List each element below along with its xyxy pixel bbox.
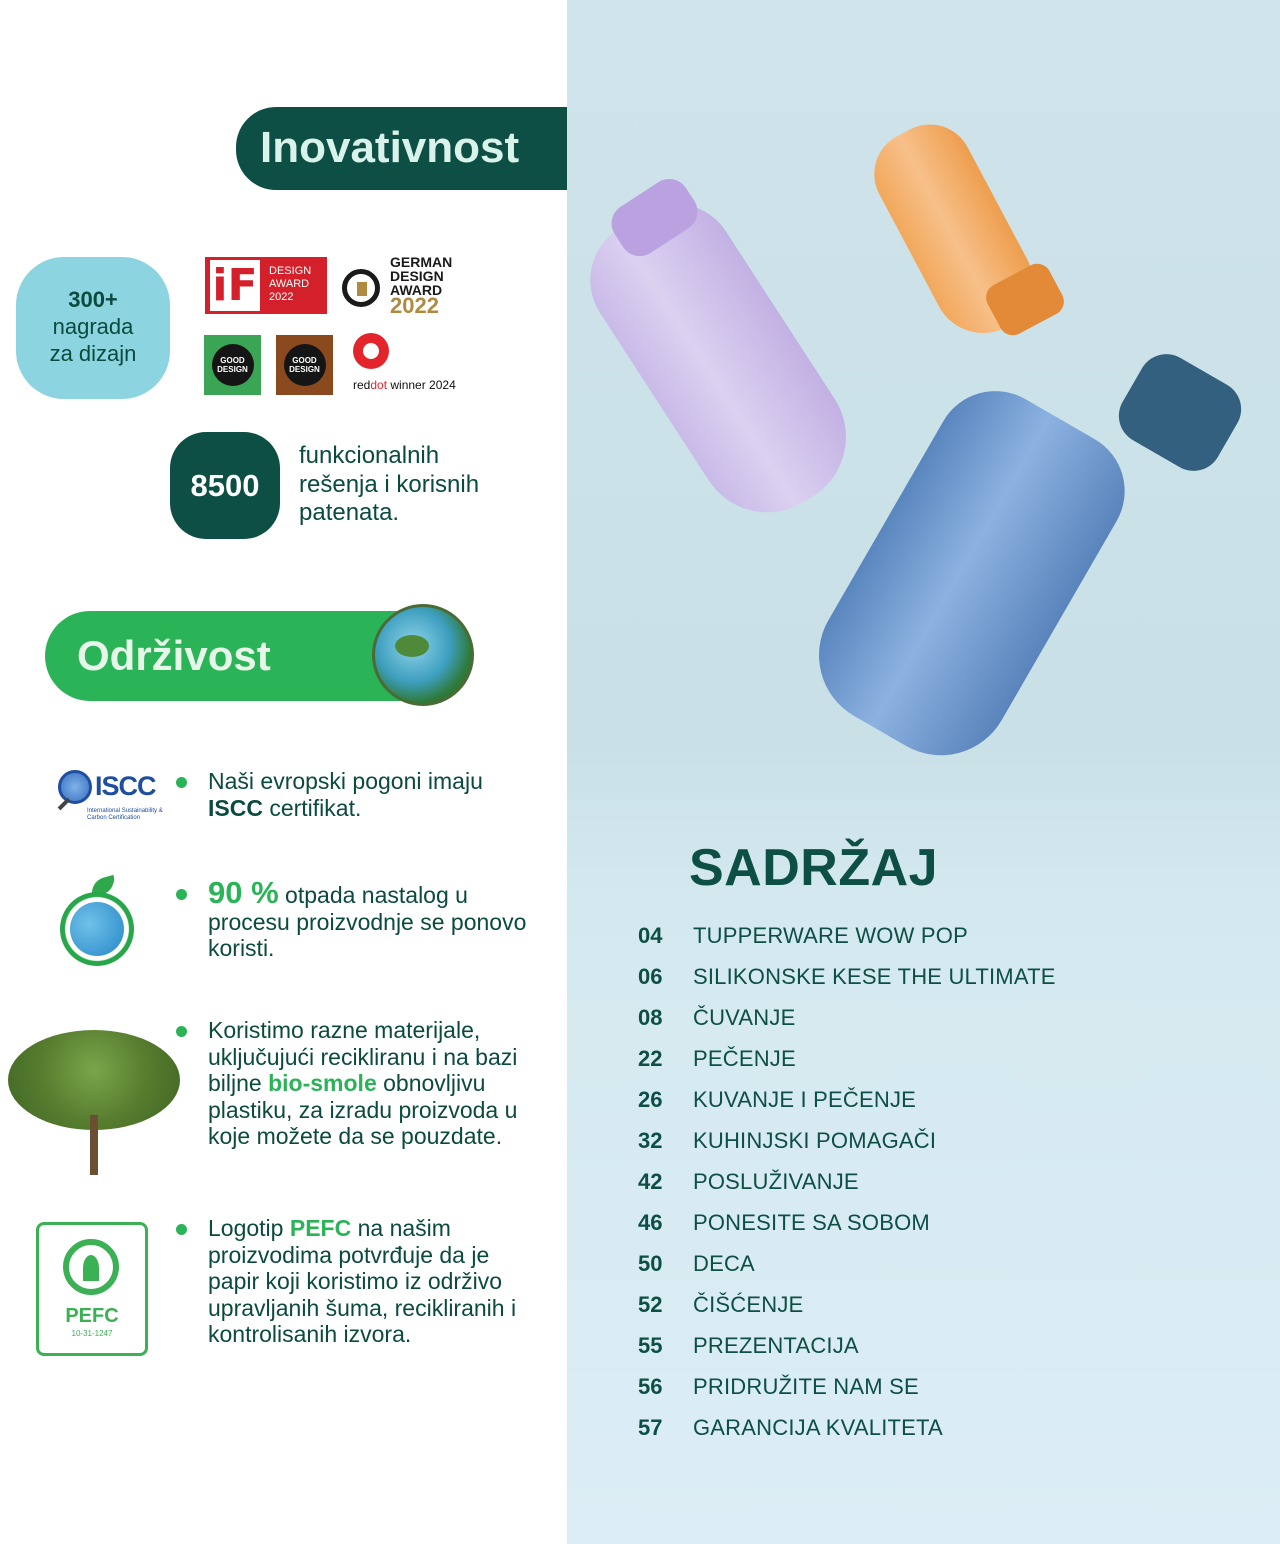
- toc-entry[interactable]: 32 KUHINJSKI POMAGAČI: [638, 1127, 937, 1153]
- awards-number: 300+: [68, 287, 118, 312]
- toc-entry[interactable]: 50 DECA: [638, 1250, 755, 1276]
- tree-icon: [8, 1030, 180, 1180]
- toc-entry[interactable]: 52 ČIŠĆENJE: [638, 1291, 804, 1317]
- reddot-winner-text: reddot winner 2024: [353, 378, 456, 392]
- pefc-code: 10-31-1247: [71, 1329, 113, 1338]
- patents-text: funkcionalnih rešenja i korisnih patenata.: [299, 442, 480, 526]
- innovation-title: Inovativnost: [260, 123, 520, 172]
- gda-emblem-icon: [342, 269, 380, 307]
- sustainability-item-materials: Koristimo razne materijale, uključujući recikliranu i na bazi biljne bio-smole obnovljivu plastiku, za izradu proizvoda u koje možete da se pouzdate.: [176, 1017, 536, 1150]
- pefc-tree-icon: [63, 1239, 119, 1295]
- earth-globe-icon: [372, 604, 474, 706]
- good-design-logo-brown: GOOD DESIGN: [276, 335, 333, 395]
- bullet-dot: [176, 777, 187, 788]
- toc-entry[interactable]: 04 TUPPERWARE WOW POP: [638, 922, 968, 948]
- if-award-text: DESIGN AWARD 2022: [269, 265, 312, 303]
- pefc-word: PEFC: [65, 1305, 119, 1327]
- sustainability-item-pefc: Logotip PEFC na našim proizvodima potvrđuje da je papir koji koristimo iz održivo upravljanih šuma, recikliranih i kontrolisanih izvora.: [176, 1215, 536, 1348]
- toc-entry[interactable]: 46 PONESITE SA SOBOM: [638, 1209, 930, 1235]
- if-design-award-logo: [205, 257, 327, 314]
- bullet-dot: [176, 889, 187, 900]
- patents-number: 8500: [190, 467, 260, 503]
- pefc-logo: [36, 1222, 148, 1356]
- innovation-header: [236, 107, 567, 190]
- toc-entry[interactable]: 06 SILIKONSKE KESE THE ULTIMATE: [638, 963, 1056, 989]
- iscc-subtitle: International Sustainability & Carbon Certification: [87, 808, 163, 821]
- recycle-globe-icon: [56, 878, 136, 966]
- awards-text-line2: za dizajn: [49, 341, 137, 366]
- german-design-award-logo: [340, 255, 460, 317]
- awards-badge: [16, 257, 170, 399]
- toc-entry[interactable]: 55 PREZENTACIJA: [638, 1332, 859, 1358]
- iscc-logo: [55, 768, 163, 822]
- good-design-logo-green: GOOD DESIGN: [204, 335, 261, 395]
- sustainability-item-iscc: Naši evropski pogoni imaju ISCC certifikat.: [176, 768, 536, 821]
- reddot-icon: [353, 333, 389, 369]
- iscc-word: ISCC: [95, 771, 156, 801]
- patents-badge: [170, 432, 280, 539]
- sustainability-item-waste: 90 % otpada nastalog u procesu proizvodnje se ponovo koristi.: [176, 880, 536, 962]
- contents-title: SADRŽAJ: [689, 839, 939, 897]
- left-panel: [0, 0, 567, 1544]
- bullet-dot: [176, 1026, 187, 1037]
- toc-entry[interactable]: 26 KUVANJE I PEČENJE: [638, 1086, 917, 1112]
- magnifier-globe-icon: [58, 770, 92, 804]
- toc-entry[interactable]: 57 GARANCIJA KVALITETA: [638, 1414, 943, 1440]
- toc-entry[interactable]: 22 PEČENJE: [638, 1045, 796, 1071]
- sustainability-title: Održivost: [77, 632, 271, 679]
- toc-entry[interactable]: 56 PRIDRUŽITE NAM SE: [638, 1373, 919, 1399]
- gda-year: 2022: [390, 293, 439, 318]
- if-mark: iF: [210, 260, 260, 311]
- bullet-dot: [176, 1224, 187, 1235]
- awards-text-line1: nagrada: [52, 314, 134, 339]
- toc-entry[interactable]: 08 ČUVANJE: [638, 1004, 796, 1030]
- table-of-contents: [638, 915, 1056, 1448]
- toc-entry[interactable]: 42 POSLUŽIVANJE: [638, 1168, 859, 1194]
- gda-text: GERMAN DESIGN AWARD: [390, 254, 453, 298]
